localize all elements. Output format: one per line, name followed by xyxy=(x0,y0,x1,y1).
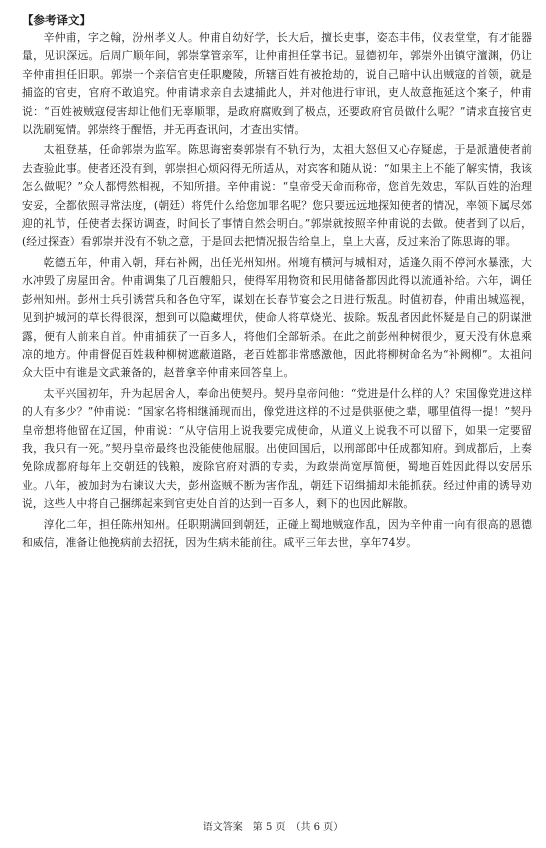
paragraph-3: 乾德五年，仲甫入朝，拜右补阙，出任光州知州。州境有横河与城相对，适逢久雨不停河水暴涨，大水冲毁了房屋田舍。仲甫调集了几百艘船只，使得军用物资和民用储备都因此得以流通补给。六年，调任彭州知州。彭州士兵引诱营兵和各色守军，谋划在长春节宴会之日进行叛乱。时值初春，仲甫出城巡视，见到护城河的草长得很深，想到可以隐藏埋伏，使命人将草烧光、拔除。叛乱者因此怀疑是自己的阴谋泄露，便有人前来自首。仲甫捕获了一百多人，将他们全部斩杀。在此之前彭州种树很少，夏天没有休息乘凉的地方。仲甫督促百姓栽种柳树遮蔽道路，老百姓都非常感激他，因此将柳树命名为“补阙柳”。太祖问众大臣中有谁是文武兼备的，赵普拿辛仲甫来回答皇上。 xyxy=(22,255,532,380)
section-heading: 【参考译文】 xyxy=(22,13,91,27)
paragraph-2: 太祖登基，任命郭崇为监军。陈思诲密奏郭崇有不轨行为，太祖大怒但又心存疑虑，于是派遣使者前去查验此事。使者还没有到，郭崇担心烦闷得无所适从，对宾客和随从说：“如果主上不能了解实情，我该怎么做呢？”众人都愕然相视，不知所措。辛仲甫说：“皇帝受天命而称帝，您首先效忠，军队百姓的治理安妥，全都依照寻常法度，(朝廷）将凭什么给您加罪名呢？您只要远远地探知使者的情况，率领下属尽郊迎的礼节，任使者去探访调查，时间长了事情自然会明白。”郭崇就按照辛仲甫说的去做。使者到了以后，(经过探查）看郭崇并没有不轨之意，于是回去把情况报告给皇上，皇上大喜，反过来治了陈思诲的罪。 xyxy=(22,143,532,249)
paragraph-4: 太平兴国初年，升为起居舍人，奉命出使契丹。契丹皇帝问他：“党进是什么样的人？宋国像党进这样的人有多少？”仲甫说：“国家名将相继涌现而出，像党进这样的不过是供驱使之辈，哪里值得一提！”契丹皇帝想将他留在辽国，仲甫说：“从守信用上说我要完成使命，从道义上说我不可以留下，如果一定要留我，我只有一死。”契丹皇帝最终也没能使他屈服。出使回国后，以刑部郎中任成都知府。到成都后，上奏免除成都府每年上交朝廷的钱粮，废除官府对酒的专卖，为政崇尚宽厚简便，蜀地百姓因此得以安居乐业。八年，被加封为右谏议大夫，彭州盗贼不断为害作乱，朝廷下诏缉捕却未能抓获。经过仲甫的诱导劝说，这些人中将自己捆绑起来到官吏处自首的达到一百多人，剩下的也因此解散。 xyxy=(22,386,532,511)
page-footer: 语文答案 第 5 页 （共 6 页） xyxy=(202,822,344,833)
translation-section xyxy=(22,12,532,554)
paragraph-1: 辛仲甫，字之翰，汾州孝义人。仲甫自幼好学，长大后，擅长吏事，姿态丰伟，仪表堂堂，有才能器量，见识深远。后周广顺年间，郭崇掌管亲军，让仲甫担任掌书记。显德初年，郭崇外出镇守澶渊，仍让辛仲甫担任旧职。郭崇一个亲信官吏任职慶陵，所辖百姓有被抢劫的，说自己暗中认出贼寇的首领，就是捕盗的官吏，官府不敢追究。仲甫请求亲自去逮捕此人，并对他进行审讯，吏人故意拖延这个案子，仲甫说：“百姓被贼寇侵害却让他们无辜顺罪，是政府腐败到了极点，还要政府官员做什么呢？”请求直接官吏以洗刷冤情。郭崇终于醒悟，并无再查讯问，才查出实情。 xyxy=(22,31,532,137)
paragraph-5: 淳化二年，担任陈州知州。任职期满回到朝廷，正碰上蜀地贼寇作乱，因为辛仲甫一向有很高的恩德和威信，准备让他挽病前去招抚，因为生病未能前往。咸平三年去世，享年74岁。 xyxy=(22,517,532,549)
